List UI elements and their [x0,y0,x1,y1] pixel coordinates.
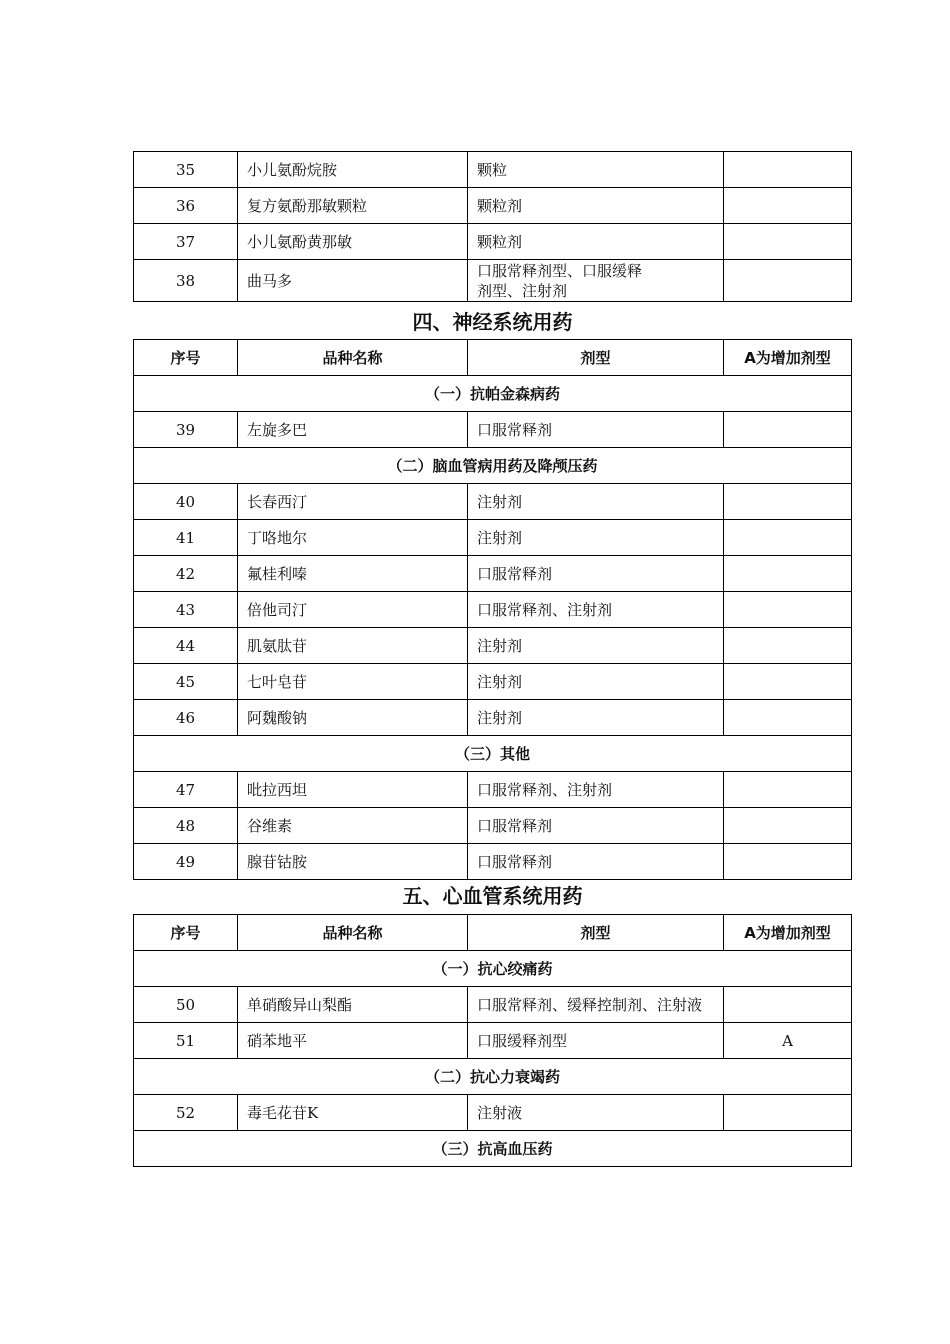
table-row [134,772,852,808]
drug-table-continued [133,151,852,302]
added-form-mark [724,260,852,302]
dosage-form: 口服常释剂 [468,808,724,844]
table-row [134,664,852,700]
drug-name: 硝苯地平 [238,1023,468,1059]
row-number: 49 [134,844,238,880]
table-row [134,188,852,224]
row-number: 38 [134,260,238,302]
dosage-form [468,260,724,302]
added-form-mark [724,1095,852,1131]
table-row [134,808,852,844]
row-number: 35 [134,152,238,188]
subcategory-label: （二）抗心力衰竭药 [134,1059,852,1095]
subcategory-label: （三）抗高血压药 [134,1131,852,1167]
subcategory-row [134,448,852,484]
header-number: 序号 [134,340,238,376]
dosage-form-line: 口服常释剂型、口服缓释 [477,261,643,280]
row-number: 37 [134,224,238,260]
row-number: 41 [134,520,238,556]
row-number: 52 [134,1095,238,1131]
drug-name: 小儿氨酚黄那敏 [238,224,468,260]
row-number: 43 [134,592,238,628]
row-number: 46 [134,700,238,736]
table-row [134,556,852,592]
header-number: 序号 [134,915,238,951]
drug-name: 丁咯地尔 [238,520,468,556]
drug-name: 腺苷钴胺 [238,844,468,880]
row-number: 36 [134,188,238,224]
dosage-form: 口服常释剂、注射剂 [468,592,724,628]
dosage-form: 口服常释剂、注射剂 [468,772,724,808]
header-drug-name: 品种名称 [238,340,468,376]
row-number: 45 [134,664,238,700]
added-form-mark [724,844,852,880]
added-form-mark [724,628,852,664]
dosage-form: 口服缓释剂型 [468,1023,724,1059]
dosage-form-line: 剂型、注射剂 [477,281,568,300]
header-dosage-form: 剂型 [468,915,724,951]
header-added-form: A为增加剂型 [724,915,852,951]
added-form-mark [724,412,852,448]
table-row [134,700,852,736]
dosage-form: 注射剂 [468,520,724,556]
subcategory-row [134,376,852,412]
added-form-mark [724,700,852,736]
row-number: 40 [134,484,238,520]
added-form-mark [724,987,852,1023]
added-form-mark [724,556,852,592]
added-form-mark [724,520,852,556]
dosage-form: 颗粒 [468,152,724,188]
subcategory-row [134,1059,852,1095]
section-title-nervous-system: 四、神经系统用药 [412,310,573,334]
table-row [134,224,852,260]
dosage-form: 注射剂 [468,628,724,664]
table-row [134,592,852,628]
dosage-form: 注射剂 [468,664,724,700]
row-number: 39 [134,412,238,448]
table-row [134,628,852,664]
nervous-system-drug-table [133,339,852,880]
dosage-form: 口服常释剂 [468,412,724,448]
drug-name: 吡拉西坦 [238,772,468,808]
added-form-mark [724,484,852,520]
section-title-cardiovascular: 五、心血管系统用药 [402,884,583,908]
drug-name: 谷维素 [238,808,468,844]
subcategory-row [134,951,852,987]
drug-name: 复方氨酚那敏颗粒 [238,188,468,224]
row-number: 47 [134,772,238,808]
dosage-form: 颗粒剂 [468,188,724,224]
header-drug-name: 品种名称 [238,915,468,951]
added-form-mark [724,592,852,628]
drug-name: 七叶皂苷 [238,664,468,700]
table-row [134,484,852,520]
table-row [134,1023,852,1059]
table-row [134,1095,852,1131]
row-number: 51 [134,1023,238,1059]
added-form-mark [724,808,852,844]
added-form-mark [724,188,852,224]
subcategory-label: （一）抗帕金森病药 [134,376,852,412]
drug-name: 小儿氨酚烷胺 [238,152,468,188]
drug-name: 曲马多 [238,260,468,302]
drug-name: 单硝酸异山梨酯 [238,987,468,1023]
subcategory-label: （三）其他 [134,736,852,772]
table-header-row [134,340,852,376]
row-number: 48 [134,808,238,844]
row-number: 42 [134,556,238,592]
drug-name: 阿魏酸钠 [238,700,468,736]
row-number: 50 [134,987,238,1023]
drug-name: 氟桂利嗪 [238,556,468,592]
dosage-form: 口服常释剂、缓释控制剂、注射液 [468,987,724,1023]
row-number: 44 [134,628,238,664]
cardiovascular-drug-table [133,914,852,1167]
drug-name: 左旋多巴 [238,412,468,448]
table-row [134,987,852,1023]
drug-name: 长春西汀 [238,484,468,520]
subcategory-row [134,1131,852,1167]
subcategory-label: （一）抗心绞痛药 [134,951,852,987]
table-row [134,520,852,556]
dosage-form: 注射剂 [468,700,724,736]
table-row [134,152,852,188]
header-dosage-form: 剂型 [468,340,724,376]
subcategory-row [134,736,852,772]
added-form-mark [724,664,852,700]
table-header-row [134,915,852,951]
subcategory-label: （二）脑血管病用药及降颅压药 [134,448,852,484]
header-added-form: A为增加剂型 [724,340,852,376]
added-form-mark [724,152,852,188]
dosage-form: 口服常释剂 [468,556,724,592]
table-row [134,412,852,448]
dosage-form: 颗粒剂 [468,224,724,260]
dosage-form: 注射液 [468,1095,724,1131]
drug-name: 毒毛花苷K [238,1095,468,1131]
added-form-mark: A [724,1023,852,1059]
drug-name: 倍他司汀 [238,592,468,628]
added-form-mark [724,772,852,808]
dosage-form: 注射剂 [468,484,724,520]
drug-name: 肌氨肽苷 [238,628,468,664]
table-row [134,260,852,302]
table-row [134,844,852,880]
dosage-form: 口服常释剂 [468,844,724,880]
added-form-mark [724,224,852,260]
